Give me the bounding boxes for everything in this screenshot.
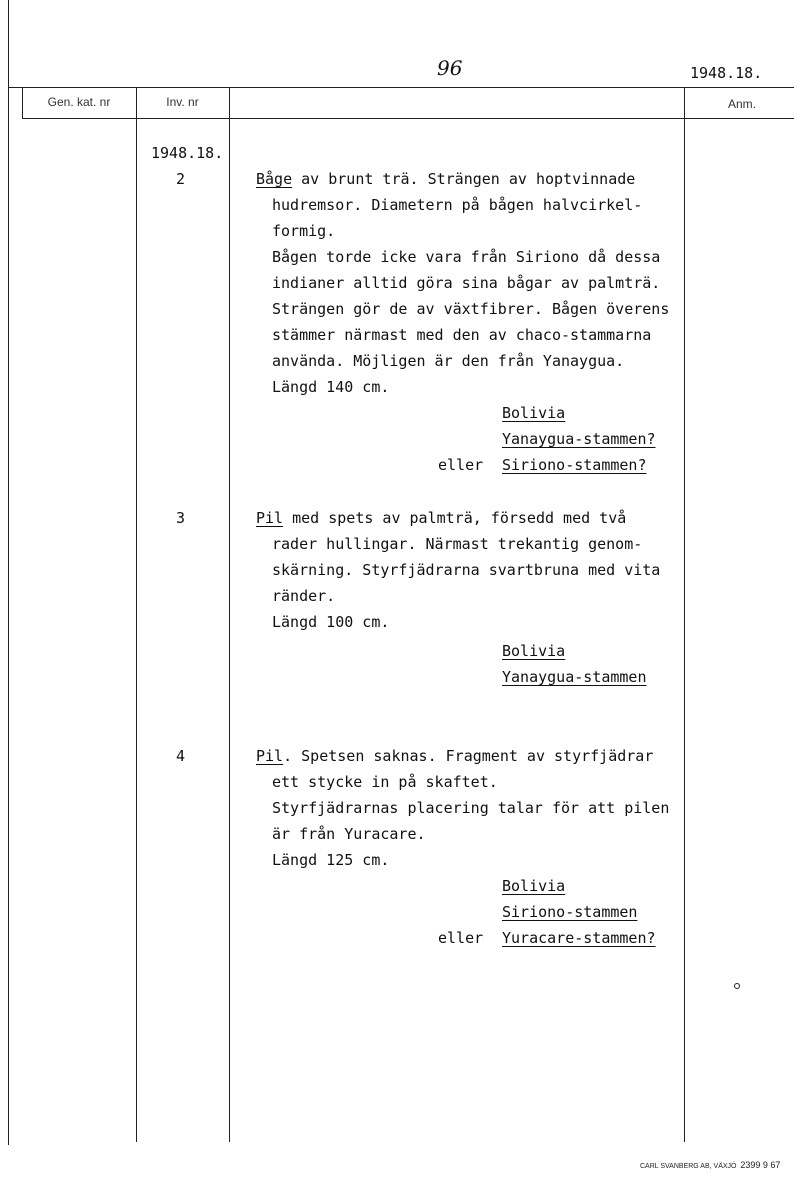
description-line: Båge av brunt trä. Strängen av hoptvinnade: [256, 170, 636, 188]
origin-tribe: Siriono-stammen: [502, 903, 638, 921]
entry-title: Pil: [256, 747, 284, 765]
description-line: ränder.: [272, 587, 336, 605]
description-line: Pil med spets av palmträ, försedd med två: [256, 509, 627, 527]
entry-description: [256, 505, 660, 635]
origin-country: Bolivia: [502, 404, 566, 422]
description-line: Strängen gör de av växtfibrer. Bågen överens: [272, 300, 670, 318]
left-margin-rule: [8, 0, 9, 1145]
description-line: Längd 100 cm.: [272, 613, 390, 631]
catalog-number: 1948.18.: [151, 144, 224, 162]
column-header-inv: Inv. nr: [166, 95, 199, 109]
column-header-anm: Anm.: [727, 97, 756, 111]
description-line: stämmer närmast med den av chaco-stammarna: [272, 326, 652, 344]
handwritten-page-number: 96: [437, 56, 463, 80]
printer-imprint: [640, 1160, 780, 1170]
inventory-number: 2: [176, 170, 186, 188]
header-bottom-rule: [22, 118, 794, 119]
circle-mark-icon: [734, 983, 740, 989]
printer-name: CARL SVANBERG AB, VÄXJÖ: [640, 1163, 737, 1170]
description-line: skärning. Styrfjädrarna svartbruna med vita: [272, 561, 661, 579]
description-line: Längd 125 cm.: [272, 851, 390, 869]
entry-description: [256, 166, 669, 400]
inventory-number: 4: [176, 747, 186, 765]
entry-title: Pil: [256, 509, 284, 527]
description-line: Bågen torde icke vara från Siriono då dessa: [272, 248, 661, 266]
catalog-number-header: 1948.18.: [690, 64, 763, 82]
description-line: hudremsor. Diametern på bågen halvcirkel-: [272, 196, 643, 214]
description-line: Styrfjädrarnas placering talar för att pilen: [272, 799, 670, 817]
origin-alternative-word: eller: [438, 456, 484, 474]
description-line: Längd 140 cm.: [272, 378, 390, 396]
form-number: 2399 9 67: [740, 1160, 781, 1170]
origin-tribe-alternative: Yuracare-stammen?: [502, 929, 656, 947]
header-top-rule: [8, 87, 794, 88]
origin-country: Bolivia: [502, 642, 566, 660]
col-rule-anm: [684, 87, 685, 1142]
origin-country: Bolivia: [502, 877, 566, 895]
description-line: indianer alltid göra sina bågar av palmträ.: [272, 274, 661, 292]
origin-alternative-word: eller: [438, 929, 484, 947]
description-line: ett stycke in på skaftet.: [272, 773, 498, 791]
column-header-gen-kat: Gen. kat. nr: [47, 95, 111, 109]
col-rule-inv: [136, 87, 137, 1142]
origin-tribe: Yanaygua-stammen?: [502, 430, 656, 448]
description-line: Pil. Spetsen saknas. Fragment av styrfjädrar: [256, 747, 654, 765]
description-line: är från Yuracare.: [272, 825, 426, 843]
col-rule-text: [229, 87, 230, 1142]
inventory-number: 3: [176, 509, 186, 527]
description-line: använda. Möjligen är den från Yanaygua.: [272, 352, 625, 370]
description-line: formig.: [272, 222, 336, 240]
origin-tribe: Yanaygua-stammen: [502, 668, 647, 686]
entry-title: Båge: [256, 170, 293, 188]
entry-description: [256, 743, 669, 873]
description-line: rader hullingar. Närmast trekantig genom-: [272, 535, 643, 553]
origin-tribe-alternative: Siriono-stammen?: [502, 456, 647, 474]
